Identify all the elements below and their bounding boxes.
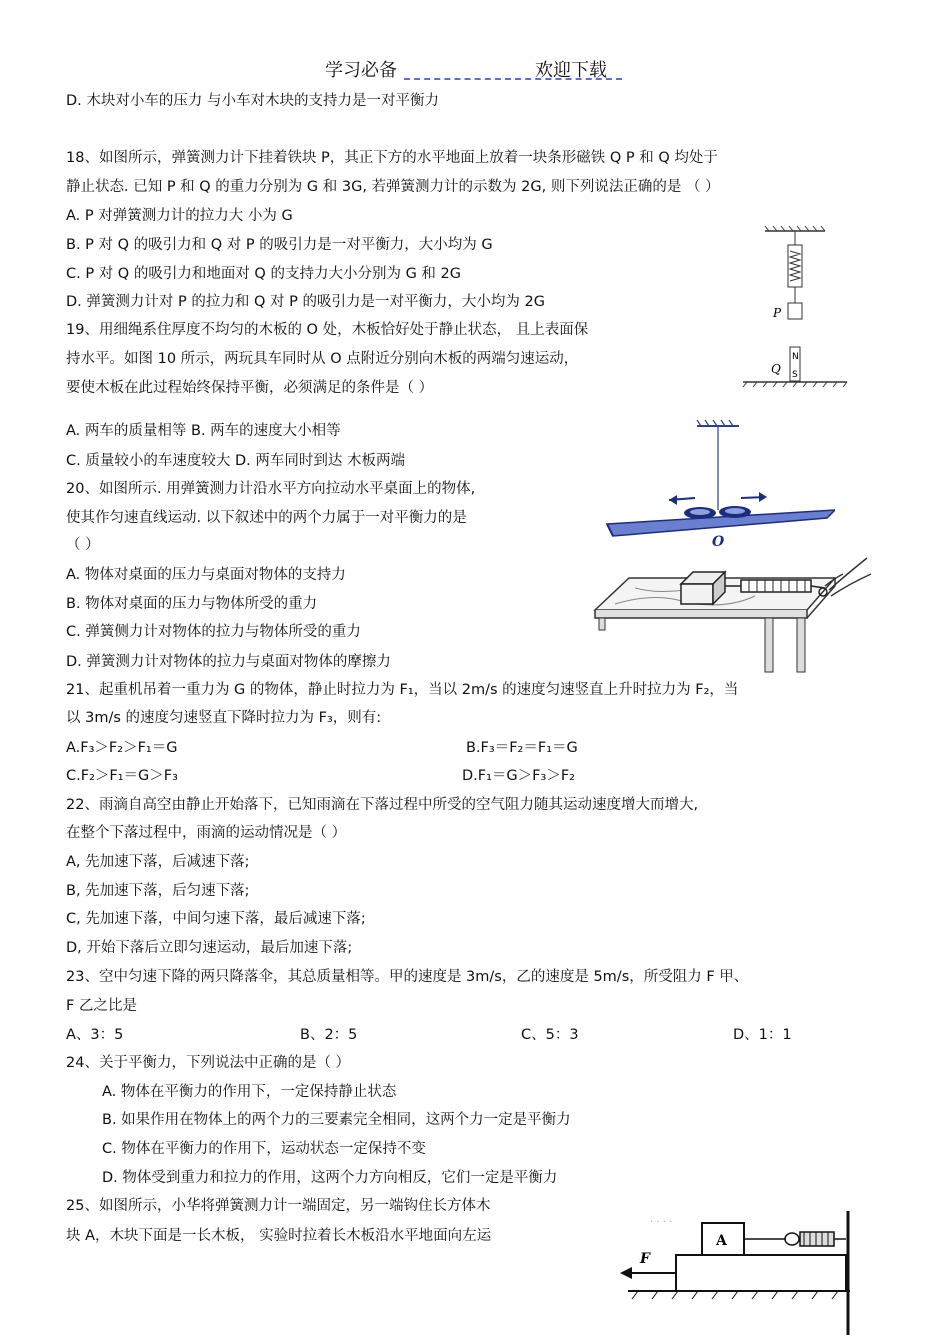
text-line: 块 A，木块下面是一长木板， 实验时拉着长木板沿水平地面向左运: [66, 1228, 492, 1244]
text-line: C.F₂＞F₁＝G＞F₃: [66, 768, 178, 784]
text-line: 以 3m/s 的速度匀速竖直下降时拉力为 F₃，则有:: [66, 710, 382, 726]
text-line: 23、空中匀速下降的两只降落伞，其总质量相等。甲的速度是 3m/s，乙的速度是 5m/s，所受阻力 F 甲、: [66, 969, 749, 985]
text-line: A. 物体对桌面的压力与桌面对物体的支持力: [66, 567, 346, 583]
text-line: F 乙之比是: [66, 998, 137, 1014]
header-right: 欢迎下载: [535, 60, 607, 81]
text-line: C. P 对 Q 的吸引力和地面对 Q 的支持力大小分别为 G 和 2G: [66, 266, 461, 282]
figure-table-block: [585, 544, 875, 674]
header-underline: [404, 78, 622, 80]
label-o: O: [712, 534, 725, 550]
text-line: A、3：5: [66, 1027, 124, 1043]
figure-board-cars: [605, 418, 835, 553]
text-line: D. 木块对小车的压力 与小车对木块的支持力是一对平衡力: [66, 93, 439, 109]
text-line: 22、雨滴自高空由静止开始落下，已知雨滴在下落过程中所受的空气阻力随其运动速度增大而增大,: [66, 797, 699, 813]
text-line: 在整个下落过程中，雨滴的运动情况是（ ）: [66, 825, 347, 841]
text-line: B.F₃＝F₂＝F₁＝G: [466, 740, 578, 756]
text-line: B, 先加速下落，后匀速下落;: [66, 883, 250, 899]
text-line: B. 物体对桌面的压力与物体所受的重力: [66, 596, 318, 612]
text-line: 使其作匀速直线运动. 以下叙述中的两个力属于一对平衡力的是: [66, 510, 467, 526]
header-left: 学习必备: [325, 60, 397, 81]
text-line: D. 弹簧测力计对 P 的拉力和 Q 对 P 的吸引力是一对平衡力，大小均为 2G: [66, 294, 546, 310]
text-line: （ ）: [66, 537, 100, 553]
text-line: A.F₃＞F₂＞F₁＝G: [66, 740, 178, 756]
text-line: B. 如果作用在物体上的两个力的三要素完全相同，这两个力一定是平衡力: [102, 1112, 571, 1128]
text-line: D. 弹簧测力计对物体的拉力与桌面对物体的摩擦力: [66, 654, 391, 670]
page-header: [0, 56, 950, 86]
text-line: B、2：5: [300, 1027, 358, 1043]
text-line: A. P 对弹簧测力计的拉力大 小为 G: [66, 208, 293, 224]
text-line: 持水平。如图 10 所示，两玩具车同时从 O 点附近分别向木板的两端匀速运动，: [66, 351, 579, 367]
text-line: A, 先加速下落，后减速下落;: [66, 854, 250, 870]
text-line: 21、起重机吊着一重力为 G 的物体，静止时拉力为 F₁，当以 2m/s 的速度匀速竖直上升时拉力为 F₂，当: [66, 682, 739, 698]
label-f: F: [640, 1251, 650, 1267]
text-line: A. 物体在平衡力的作用下，一定保持静止状态: [102, 1084, 397, 1100]
label-a: A: [716, 1233, 727, 1249]
label-s: S: [792, 370, 798, 380]
figure-spring-magnet: [735, 225, 855, 395]
text-line: 25、如图所示，小华将弹簧测力计一端固定，另一端钩住长方体木: [66, 1198, 491, 1214]
text-line: D, 开始下落后立即匀速运动，最后加速下落;: [66, 940, 353, 956]
text-line: C. 物体在平衡力的作用下，运动状态一定保持不变: [102, 1141, 426, 1157]
text-line: A. 两车的质量相等 B. 两车的速度大小相等: [66, 423, 341, 439]
label-q: Q: [771, 362, 781, 376]
text-line: D. 物体受到重力和拉力的作用，这两个力方向相反，它们一定是平衡力: [102, 1170, 558, 1186]
text-line: 要使木板在此过程始终保持平衡，必须满足的条件是（ ）: [66, 380, 434, 396]
text-line: B. P 对 Q 的吸引力和 Q 对 P 的吸引力是一对平衡力，大小均为 G: [66, 237, 493, 253]
text-line: C. 质量较小的车速度较大 D. 两车同时到达 木板两端: [66, 453, 405, 469]
text-line: D、1：1: [733, 1027, 792, 1043]
text-line: 24、关于平衡力，下列说法中正确的是（ ）: [66, 1055, 351, 1071]
text-line: 20、如图所示. 用弹簧测力计沿水平方向拉动水平桌面上的物体,: [66, 481, 476, 497]
svg-text:· · · ·: · · · ·: [650, 1217, 673, 1228]
figure-block-board: [610, 1205, 860, 1335]
label-n: N: [792, 352, 799, 362]
label-p: P: [773, 306, 782, 320]
text-line: 19、用细绳系住厚度不均匀的木板的 O 处，木板恰好处于静止状态， 且上表面保: [66, 322, 589, 338]
text-line: C. 弹簧侧力计对物体的拉力与物体所受的重力: [66, 624, 361, 640]
text-line: C、5：3: [521, 1027, 579, 1043]
text-line: 18、如图所示，弹簧测力计下挂着铁块 P，其正下方的水平地面上放着一块条形磁铁 Q P 和 Q 均处于: [66, 150, 718, 166]
text-line: C, 先加速下落，中间匀速下落，最后减速下落;: [66, 911, 366, 927]
text-line: 静止状态. 已知 P 和 Q 的重力分别为 G 和 3G, 若弹簧测力计的示数为 2G, 则下列说法正确的是 （ ）: [66, 179, 720, 195]
text-line: D.F₁＝G＞F₃＞F₂: [462, 768, 575, 784]
